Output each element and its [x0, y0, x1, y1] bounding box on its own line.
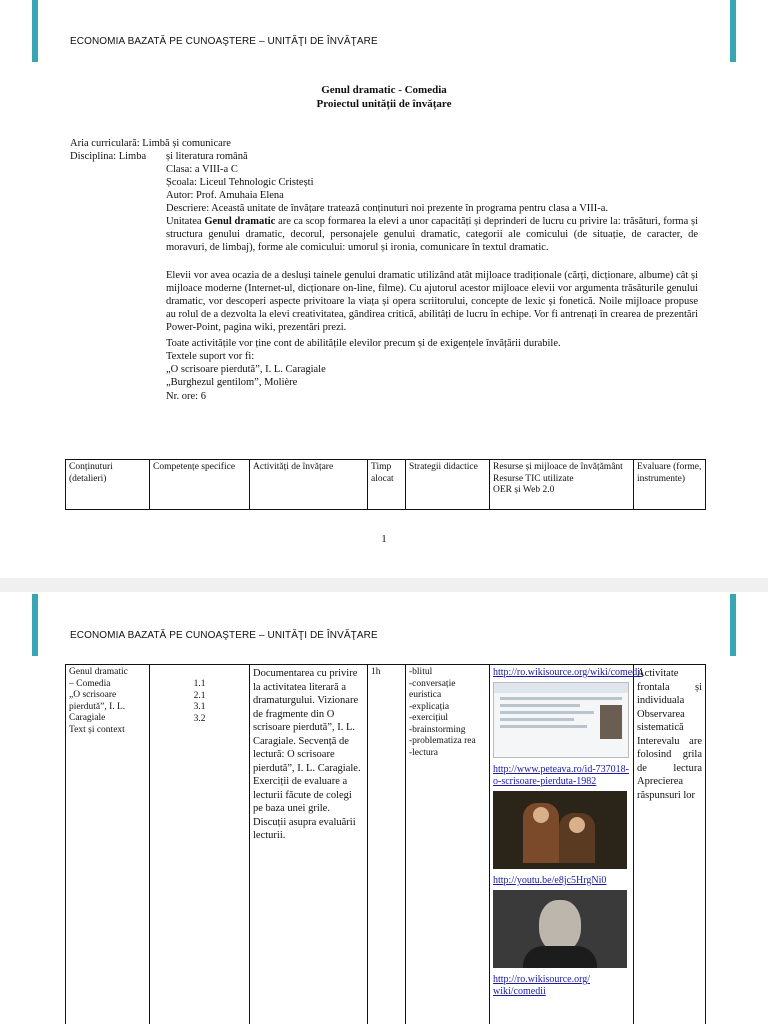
header-strategii: Strategii didactice — [406, 460, 490, 510]
wikisource-link[interactable]: http://ro.wikisource.org/wiki/comedii — [493, 667, 643, 678]
cell-competente — [150, 665, 250, 1024]
aria-curriculara: Aria curriculară: Limbă și comunicare — [70, 138, 231, 149]
cell-strategii — [406, 665, 490, 1024]
header-resurse-1: Resurse și mijloace de învățământ — [493, 462, 623, 472]
cell-timp: 1h — [368, 665, 406, 1024]
continut-line: Text și context — [69, 724, 125, 735]
video-still-image[interactable] — [493, 791, 627, 869]
right-margin-bar — [730, 0, 736, 62]
disciplina-label: Disciplina: Limba — [70, 151, 147, 162]
document-page-2 — [0, 592, 768, 1024]
competenta: 2.1 — [193, 690, 206, 701]
cell-resurse — [490, 665, 643, 1024]
numar-ore: Nr. ore: 6 — [166, 391, 206, 402]
page-number: 1 — [381, 533, 387, 545]
paragraph-activitati: Toate activitățile vor ține cont de abilitățile elevilor precum și de exigențele învățării durabile. — [166, 338, 561, 349]
strategie: -conversație euristica — [409, 678, 456, 700]
page-gap — [0, 578, 768, 592]
page-header: ECONOMIA BAZATĂ PE CUNOAŞTERE – UNITĂŢI DE ÎNVĂŢARE — [70, 630, 378, 641]
autor: Autor: Prof. Amuhaia Elena — [166, 190, 284, 201]
cell-activitati: Documentarea cu privire la activitatea literară a dramaturgului. Vizionare de fragmente din O scrisoare pierdută”, I. L. Caragiale. Secvență de lectură: O scrisoare pierdută”, I. L. Caragiale. Exerciții de evaluare a lecturii făcute de colegi pe baza unei grile. Discuții asupra evaluării lecturii. — [250, 665, 368, 1024]
document-subtitle: Proiectul unității de învățare — [316, 98, 452, 110]
competenta: 1.1 — [193, 679, 206, 689]
continut-line: „O scrisoare pierdută”, I. L. Caragiale — [69, 690, 126, 723]
youtube-link[interactable]: http://youtu.be/e8jc5HrgNi0 — [493, 875, 607, 886]
wikisource-link-2-cont[interactable]: wiki/comedii — [493, 986, 546, 997]
header-timp: Timp alocat — [368, 460, 406, 510]
strategie: -exercițiul — [409, 713, 449, 723]
competenta: 3.2 — [193, 713, 206, 724]
continut-line: – Comedia — [69, 678, 111, 689]
strategie: -brainstorming — [409, 724, 466, 735]
cell-evaluare: Activitate frontala și individuala Observarea sistematică Interevalu are folosind grila de lectura Aprecierea răspunsuri lor — [634, 665, 706, 1024]
header-activitati: Activități de învățare — [250, 460, 368, 510]
caragiale-portrait-image[interactable] — [493, 890, 627, 968]
peteava-link[interactable]: http://www.peteava.ro/id-737018-o-scrisoare-pierduta-1982 — [493, 764, 629, 787]
left-margin-bar — [32, 0, 38, 62]
unit-table-header — [65, 459, 706, 510]
strategie: -blitul — [409, 667, 433, 677]
header-resurse — [490, 460, 634, 510]
header-resurse-3: OER și Web 2.0 — [493, 485, 555, 495]
wikisource-screenshot — [493, 682, 629, 758]
text-suport-2: „Burghezul gentilom”, Molière — [166, 377, 298, 388]
wikisource-link-2[interactable]: http://ro.wikisource.org/ — [493, 974, 591, 985]
descriere-genul-dramatic: Genul dramatic — [204, 216, 276, 227]
header-evaluare: Evaluare (forme, instrumente) — [634, 460, 706, 510]
strategie: -explicația — [409, 701, 450, 712]
descriere-unitatea: Unitatea — [166, 216, 202, 227]
paragraph-mijloace: Elevii vor avea ocazia de a desluși tainele genului dramatic utilizând atât mijloace tradiționale (cărți, dicționare, albume) cât și mijloace moderne (Internet-ul, dicționare on-line, filme). Cu ajutorul acestor mijloace elevii vor argumenta trăsăturile genului dramatic, vor descoperi aspecte privitoare la viața și opera scriitorului, concepte de lexic și fonetică. Noile mijloace propuse au rolul de a dezvolta la elevi creativitatea, gândirea critică, abilitâți de lucru în echipe. Vor fi antrenați în crearea de prezentări Power-Point, pagina wiki, prezentări prezi. — [166, 270, 698, 333]
right-margin-bar — [730, 594, 736, 656]
strategie: -lectura — [409, 747, 439, 758]
page-header: ECONOMIA BAZATĂ PE CUNOAŞTERE – UNITĂŢI DE ÎNVĂŢARE — [70, 36, 378, 47]
scoala: Școala: Liceul Tehnologic Cristești — [166, 177, 314, 188]
disciplina-rest: și literatura română — [166, 151, 248, 162]
header-competente: Competențe specifice — [150, 460, 250, 510]
descriere-paragraph — [166, 215, 698, 254]
text-suport-1: „O scrisoare pierdută”, I. L. Caragiale — [166, 364, 326, 375]
header-continuturi: Conținuturi (detalieri) — [66, 460, 150, 510]
descriere-line: Descriere: Această unitate de învățare tratează conținuturi noi prezente în programa pentru clasa a VIII-a. — [166, 203, 609, 214]
continut-line: Genul dramatic — [69, 667, 128, 677]
texte-suport-label: Textele suport vor fi: — [166, 351, 255, 362]
document-title: Genul dramatic - Comedia — [321, 84, 447, 96]
left-margin-bar — [32, 594, 38, 656]
clasa: Clasa: a VIII-a C — [166, 164, 238, 175]
competenta: 3.1 — [193, 702, 206, 712]
header-resurse-2: Resurse TIC utilizate — [493, 473, 574, 484]
strategie: -problematiza rea — [409, 736, 476, 746]
cell-continut — [66, 665, 150, 1024]
unit-table-row — [65, 664, 706, 1024]
descriere-rest: are ca scop formarea la elevi a unor capacități și deprinderi de lucru cu privire la: trăsături, forma și structura genului dramatic, decorul, personajele genului dramatic, categorii ale comicului (de situație, de caracter, de moravuri, de limbaj), forme ale comicului: umorul și ironia, comunicare în textul dramatic. — [166, 216, 699, 253]
